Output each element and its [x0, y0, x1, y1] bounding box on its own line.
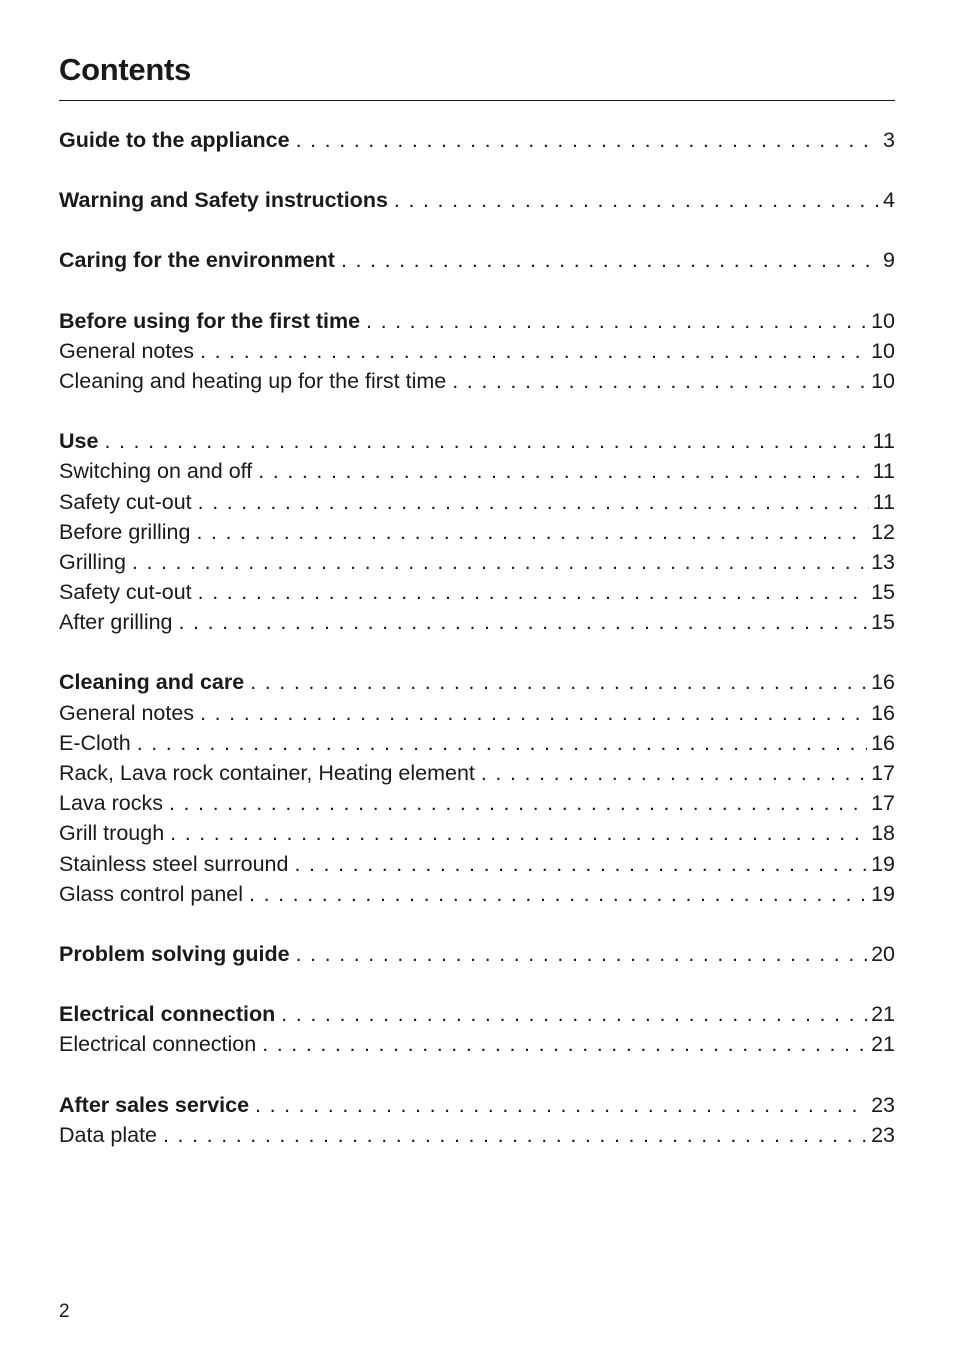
toc-heading-entry [59, 426, 895, 456]
dot-leader [198, 577, 867, 607]
toc-section [59, 667, 895, 909]
page-title: Contents [59, 52, 191, 87]
page-number: 2 [59, 1301, 70, 1322]
toc-entry-page-number: 15 [871, 610, 895, 635]
toc-heading-entry [59, 306, 895, 336]
toc-sub-entry [59, 517, 895, 547]
toc-entry-label: Before grilling [59, 519, 191, 544]
dot-leader [169, 788, 867, 818]
toc-entry-label: Problem solving guide [59, 941, 290, 966]
toc-entry-page-number: 17 [871, 761, 895, 785]
toc-entry-label: Caring for the environment [59, 248, 335, 273]
toc-section [59, 185, 895, 215]
toc-entry-page-number: 16 [871, 700, 895, 725]
toc-heading-entry [59, 939, 895, 969]
toc-sub-entry [59, 879, 895, 909]
toc-entry-page-number: 20 [871, 941, 895, 966]
toc-entry-page-number: 23 [871, 1122, 895, 1147]
dot-leader [281, 999, 867, 1029]
toc-sub-entry [59, 788, 895, 818]
toc-entry-label: Electrical connection [59, 1002, 276, 1027]
dot-leader [296, 125, 879, 155]
toc-entry-label: Before using for the first time [59, 308, 361, 333]
toc-sub-entry [59, 336, 895, 366]
toc-entry-page-number: 15 [871, 580, 895, 605]
dot-leader [137, 728, 867, 758]
toc-sub-entry [59, 698, 895, 728]
toc-entry-page-number: 4 [883, 188, 895, 213]
toc-sub-entry [59, 487, 895, 517]
toc-section [59, 1090, 895, 1150]
dot-leader [163, 1120, 867, 1150]
toc-entry-page-number: 19 [871, 881, 895, 906]
table-of-contents [59, 125, 895, 1180]
dot-leader [255, 1090, 867, 1120]
dot-leader [481, 758, 867, 788]
dot-leader [452, 366, 867, 396]
toc-sub-entry [59, 1120, 895, 1150]
toc-entry-page-number: 13 [871, 549, 895, 574]
toc-entry-page-number: 9 [883, 248, 895, 273]
dot-leader [341, 245, 879, 275]
dot-leader [104, 426, 868, 456]
toc-entry-label: Cleaning and care [59, 670, 245, 695]
dot-leader [258, 456, 868, 486]
toc-heading-entry [59, 125, 895, 155]
toc-entry-label: General notes [59, 338, 195, 363]
toc-entry-label: Lava rocks [59, 791, 163, 816]
toc-entry-label: Grilling [59, 549, 126, 574]
dot-leader [198, 487, 869, 517]
toc-section [59, 999, 895, 1059]
toc-sub-entry [59, 818, 895, 848]
toc-heading-entry [59, 999, 895, 1029]
toc-entry-label: Guide to the appliance [59, 128, 290, 152]
toc-entry-page-number: 17 [871, 791, 895, 816]
toc-entry-label: Safety cut-out [59, 489, 192, 514]
toc-section [59, 245, 895, 275]
toc-heading-entry [59, 1090, 895, 1120]
toc-section [59, 306, 895, 397]
dot-leader [394, 185, 879, 215]
toc-entry-page-number: 11 [872, 489, 895, 514]
toc-section [59, 125, 895, 155]
dot-leader [249, 879, 867, 909]
toc-entry-page-number: 16 [871, 730, 895, 755]
toc-entry-page-number: 16 [871, 670, 895, 695]
toc-entry-label: Switching on and off [59, 459, 253, 484]
dot-leader [296, 939, 868, 969]
toc-entry-label: Glass control panel [59, 881, 244, 906]
toc-sub-entry [59, 758, 895, 788]
toc-heading-entry [59, 667, 895, 697]
dot-leader [294, 849, 867, 879]
dot-leader [196, 517, 867, 547]
toc-entry-page-number: 10 [871, 338, 895, 363]
dot-leader [262, 1029, 867, 1059]
toc-entry-page-number: 21 [871, 1002, 895, 1027]
toc-entry-page-number: 10 [871, 308, 895, 333]
toc-sub-entry [59, 577, 895, 607]
toc-sub-entry [59, 1029, 895, 1059]
toc-section [59, 939, 895, 969]
toc-entry-label: After grilling [59, 610, 173, 635]
dot-leader [366, 306, 867, 336]
toc-sub-entry [59, 607, 895, 637]
toc-entry-page-number: 12 [871, 519, 895, 544]
toc-entry-label: Grill trough [59, 821, 165, 846]
dot-leader [250, 667, 867, 697]
toc-sub-entry [59, 547, 895, 577]
toc-entry-label: Safety cut-out [59, 580, 192, 605]
toc-entry-page-number: 18 [871, 821, 895, 846]
toc-entry-label: Electrical connection [59, 1032, 257, 1057]
toc-heading-entry [59, 245, 895, 275]
toc-entry-label: Warning and Safety instructions [59, 188, 388, 213]
toc-entry-label: Use [59, 429, 99, 454]
toc-entry-page-number: 3 [883, 128, 895, 152]
toc-entry-page-number: 11 [872, 459, 895, 484]
toc-sub-entry [59, 849, 895, 879]
toc-entry-label: Data plate [59, 1122, 158, 1147]
dot-leader [200, 698, 867, 728]
title-divider [59, 100, 895, 101]
toc-entry-page-number: 23 [871, 1092, 895, 1117]
toc-entry-page-number: 19 [871, 851, 895, 876]
dot-leader [200, 336, 867, 366]
toc-entry-page-number: 21 [871, 1032, 895, 1057]
toc-section [59, 426, 895, 637]
toc-entry-label: Stainless steel surround [59, 851, 289, 876]
toc-entry-label: After sales service [59, 1092, 250, 1117]
toc-entry-page-number: 11 [872, 429, 895, 454]
toc-sub-entry [59, 366, 895, 396]
toc-sub-entry [59, 456, 895, 486]
toc-entry-label: Rack, Lava rock container, Heating element [59, 761, 475, 785]
toc-heading-entry [59, 185, 895, 215]
dot-leader [132, 547, 867, 577]
dot-leader [170, 818, 867, 848]
toc-sub-entry [59, 728, 895, 758]
toc-entry-page-number: 10 [871, 368, 895, 393]
toc-entry-label: General notes [59, 700, 195, 725]
toc-entry-label: Cleaning and heating up for the first time [59, 368, 447, 393]
toc-entry-label: E-Cloth [59, 730, 131, 755]
dot-leader [179, 607, 868, 637]
